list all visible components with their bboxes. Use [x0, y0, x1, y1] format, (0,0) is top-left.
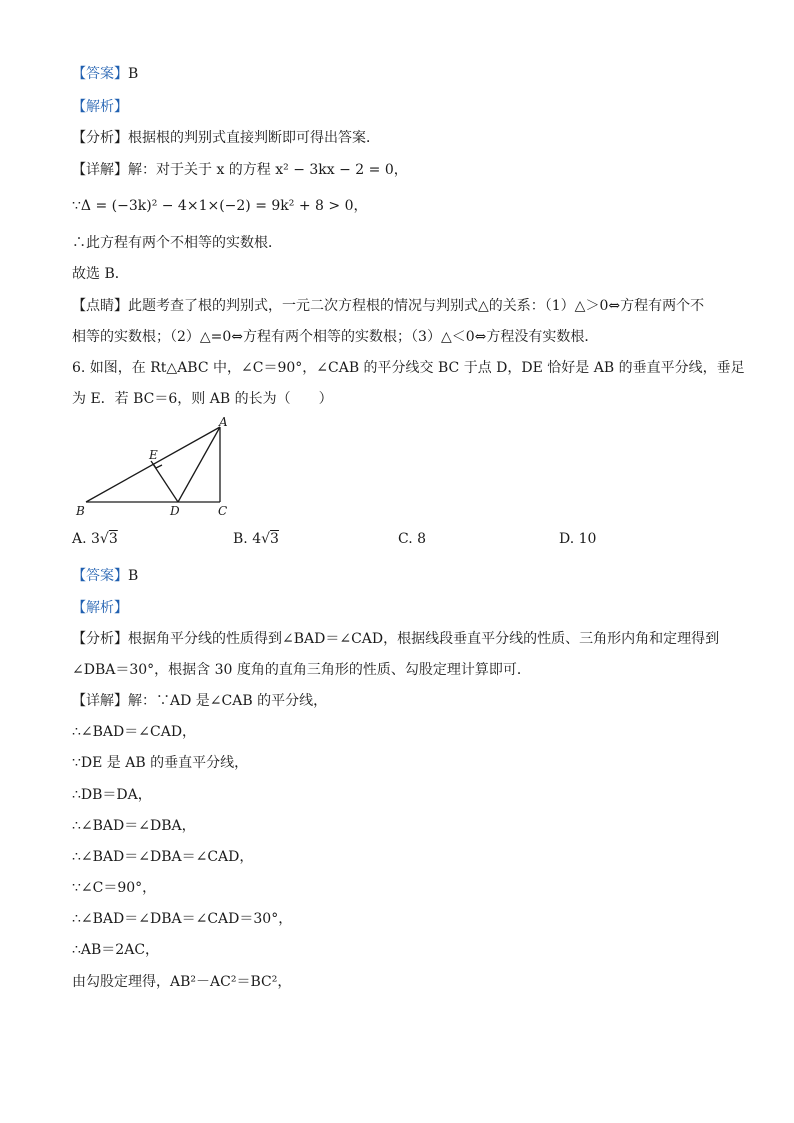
option-b: B. 4√3: [233, 531, 279, 547]
answer-value: B: [128, 66, 139, 82]
q6-detail-step: ∴AB＝2AC，: [72, 942, 160, 958]
q5-analysis-line: [72, 128, 380, 148]
detail-text: 解：对于关于 x 的方程 x² − 3kx − 2 = 0，: [128, 162, 408, 178]
q5-conclusion: ∴此方程有两个不相等的实数根．: [72, 235, 282, 251]
analysis-text: 根据根的判别式直接判断即可得出答案．: [128, 130, 380, 146]
label-c: C: [218, 504, 228, 518]
q6-answer-line: 【答案】B: [72, 568, 139, 584]
q6-detail-step: ∴∠BAD＝∠CAD，: [72, 724, 197, 740]
label-e: E: [149, 448, 158, 462]
q6-detail-step: ∵∠C＝90°，: [72, 880, 157, 896]
q6-detail-line: 【详解】解：∵AD 是∠CAB 的平分线，: [72, 693, 328, 709]
q6-analysis-line2: ∠DBA＝30°，根据含 30 度角的直角三角形的性质、勾股定理计算即可．: [72, 662, 531, 678]
triangle-figure: [72, 414, 242, 522]
label-b: B: [76, 504, 85, 518]
q5-comment-line1: [72, 296, 704, 316]
q6-detail-step: ∴∠BAD＝∠DBA＝∠CAD＝30°，: [72, 911, 293, 927]
q5-comment-line2: 相等的实数根；（2）△=0⇔方程有两个相等的实数根；（3）△＜0⇔方程没有实数根．: [72, 329, 599, 345]
label-a: A: [219, 415, 228, 429]
detail-tag: 【详解】: [72, 162, 128, 178]
q6-detail-step: ∵DE 是 AB 的垂直平分线，: [72, 755, 249, 771]
comment-tag: 【点睛】: [72, 298, 128, 314]
q6-detail-step: 由勾股定理得，AB²－AC²＝BC²，: [72, 974, 292, 990]
q6-analysis-heading: 【解析】: [72, 600, 128, 616]
label-d: D: [170, 504, 180, 518]
option-a: A. 3√3: [72, 531, 118, 547]
q5-answer-line: [72, 64, 138, 84]
q5-detail-line: [72, 160, 408, 180]
q6-detail-step: ∴∠BAD＝∠DBA，: [72, 818, 196, 834]
q6-stem-line2: 为 E．若 BC＝6，则 AB 的长为（ ）: [72, 391, 333, 407]
segment-de: [153, 464, 178, 502]
option-d: D. 10: [559, 531, 597, 547]
analysis-tag: 【分析】: [72, 130, 128, 146]
answer-tag: 【答案】: [72, 66, 128, 82]
comment-text-1: 此题考查了根的判别式，一元二次方程根的情况与判别式△的关系：（1）△＞0⇔方程有两个不: [128, 298, 705, 314]
q6-detail-step: ∴∠BAD＝∠DBA＝∠CAD，: [72, 849, 254, 865]
q5-delta-line: ∵Δ = (−3k)² − 4×1×(−2) = 9k² + 8 > 0，: [72, 198, 368, 214]
option-c: C. 8: [398, 531, 427, 547]
q6-stem-line1: 6. 如图，在 Rt△ABC 中，∠C＝90°，∠CAB 的平分线交 BC 于点 D，DE 恰好是 AB 的垂直平分线，垂足: [72, 360, 745, 376]
q5-choice: 故选 B．: [72, 266, 129, 282]
q6-detail-step: ∴DB＝DA，: [72, 787, 152, 803]
analysis-heading: 解析: [86, 99, 114, 115]
q6-analysis-line1: 【分析】根据角平分线的性质得到∠BAD＝∠CAD，根据线段垂直平分线的性质、三角形内角和定理得到: [72, 631, 720, 647]
q5-analysis-heading: 【解析】: [72, 99, 128, 115]
